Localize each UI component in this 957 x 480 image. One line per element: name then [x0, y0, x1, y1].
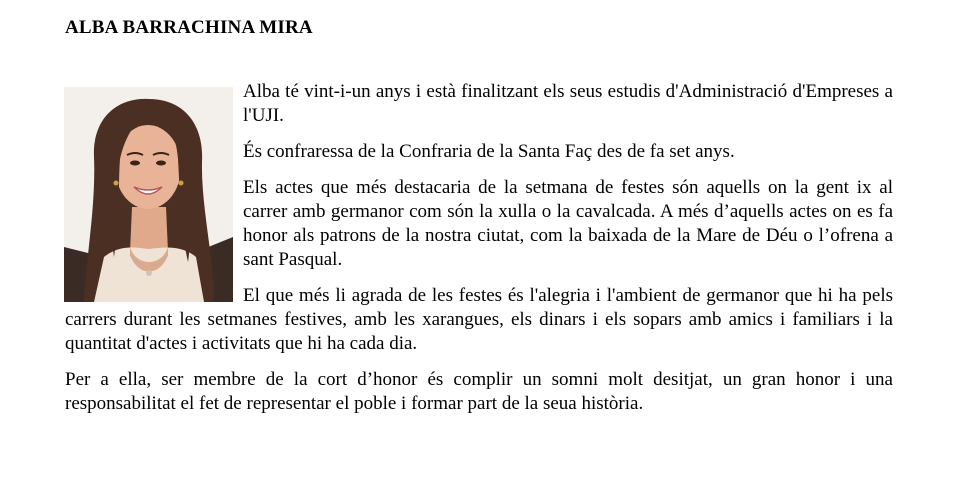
paragraph-confraria: És confraressa de la Confraria de la Santa Faç des de fa set anys. — [243, 141, 735, 162]
name-heading: ALBA BARRACHINA MIRA — [65, 17, 313, 38]
paragraph-festivities: El que més li agrada de les festes és l'alegria i l'ambient de germanor que hi ha pels carrers durant les setmanes festives, amb les xarangues, els dinars i els sopars amb amics i familiars i la quantitat d'actes i activitats que hi ha cada dia. — [65, 285, 893, 354]
paragraph-favorite-acts: Els actes que més destacaria de la setmana de festes són aquells on la gent ix al carrer amb germanor com són la xulla o la cavalcada. A més d’aquells actes on es fa honor als patrons de la nostra ciutat, com la baixada de la Mare de Déu o l’ofrena a sant Pasqual. — [243, 177, 893, 270]
biography-text — [65, 80, 893, 428]
paragraph-court-of-honor: Per a ella, ser membre de la cort d’honor és complir un somni molt desitjat, un gran honor i una responsabilitat el fet de representar el poble i formar part de la seua història. — [65, 369, 893, 414]
photo-wrap-spacer — [65, 80, 243, 303]
paragraph-studies: Alba té vint-i-un anys i està finalitzant els seus estudis d'Administració d'Empreses a l'UJI. — [243, 81, 893, 126]
